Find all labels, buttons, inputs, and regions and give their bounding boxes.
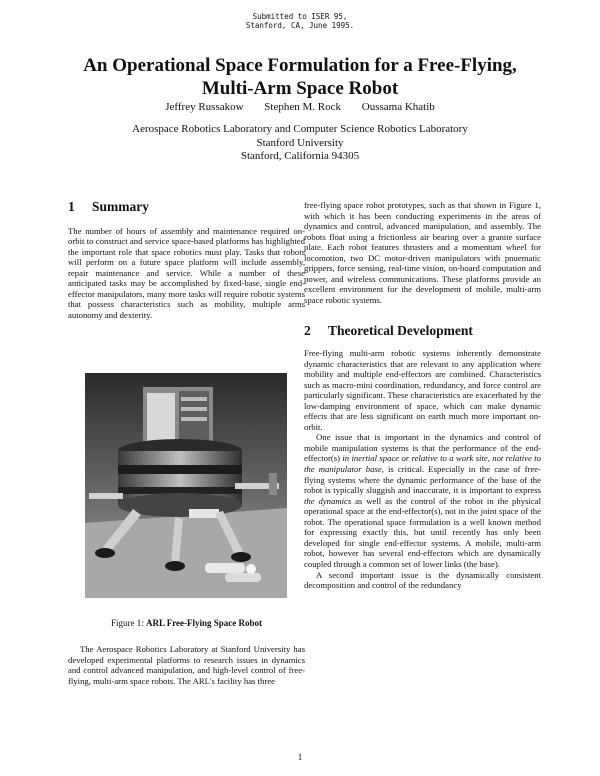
- author-name: Stephen M. Rock: [264, 101, 341, 113]
- affiliation-address: Stanford, California 94305: [240, 150, 360, 162]
- author-list: [0, 101, 600, 113]
- arl-paragraph-continued: free-flying space robot prototypes, such as that shown in Figure 1, with which it has been conducting experiments in the areas of dynamics and control, advanced manipulation, and assembly. The robots float using a frictionless air bearing over a granite surface plate. Each robot features thrusters and a momentum wheel for locomotion, two DC motor-driven manipulators with pnuematic grippers, force sensing, real-time vision, on-board computation and power, and wireless communications. These platforms provide an excellent environment for the development of mobile, multi-arm space robotic systems.: [304, 200, 541, 305]
- section-title: Theoretical Development: [328, 323, 473, 339]
- affiliation-university: Stanford University: [256, 136, 344, 149]
- text-run: , is critical. Especially in the case of free-flying systems where the dynamic performance of the base of the robot is typically sluggish and inaccurate, it is important to express: [304, 464, 541, 496]
- section-summary: [68, 199, 305, 320]
- figure-caption: [68, 618, 305, 628]
- section-title: Summary: [92, 199, 149, 214]
- summary-continued: [68, 644, 305, 686]
- title-line-2: Multi-Arm Space Robot: [201, 78, 399, 99]
- figure-title: ARL Free-Flying Space Robot: [145, 618, 263, 628]
- section-heading: [68, 199, 305, 214]
- submission-location-date: Stanford, CA, June 1995.: [245, 21, 355, 30]
- theory-paragraph: Free-flying multi-arm robotic systems inherently demonstrate dynamic characteristics that are relevant to any application where mobility and multiple end-effectors are combined. Characteristics such as macro-mini coordination, redundancy, and force control are particularly significant. These characteristics are exacerbated by the low-damping environment of space, which can make dynamic effects that are less significant on earth much more important on-orbit.: [304, 348, 541, 432]
- submission-venue: Submitted to ISER 95,: [252, 12, 348, 21]
- affiliation-lab: Aerospace Robotics Laboratory and Computer Science Robotics Laboratory: [132, 123, 468, 135]
- affiliation: [0, 123, 600, 164]
- summary-paragraph: The number of hours of assembly and maintenance required on-orbit to construct and service space-based platforms has highlighted the important role that space robotics must play. Tasks that robots will perform on a future space platform will include assembly, repair maintenance and service. While a number of these anticipated tasks may be accomplished by fixed-base, single end-effector manipulators, many more tasks will require robotic systems that possess characteristics such as mobility, multiple arms autonomy and dexterity.: [68, 225, 305, 320]
- emphasis-text: the dynamics: [304, 495, 352, 506]
- arl-paragraph: The Aerospace Robotics Laboratory at Stanford University has developed experimental platforms to research issues in dynamics and control advanced manipulation, and high-level control of free-flying, multi-arm space robots. The ARL's facility has three: [68, 644, 305, 686]
- author-name: Jeffrey Russakow: [165, 101, 244, 113]
- section-number: 1: [68, 199, 75, 214]
- emphasis-text: in inertial space or relative to a work site, not relative to the manipulator base: [304, 453, 541, 475]
- operational-space-paragraph: [304, 432, 541, 569]
- text-run: as well as the control of the robot in the physical operational space at the end-effector(s), not in the joint space of the robot. The operational space formulation is a well known method for expressing exactly this, but until recently has only been developed for single end-effector systems. A mobile, multi-arm robot, however has several end-effectors which are dynamically coupled through a common set of lower links (the base).: [304, 495, 541, 569]
- paper-title: [0, 54, 600, 100]
- redundancy-paragraph: A second important issue is the dynamically consistent decomposition and control of the redundancy: [304, 569, 541, 591]
- submission-note: [0, 12, 600, 30]
- title-line-1: An Operational Space Formulation for a Free-Flying,: [83, 55, 517, 76]
- right-column: [304, 200, 541, 591]
- robot-photo: [85, 373, 287, 598]
- section-heading: [304, 323, 541, 339]
- figure-label: Figure 1:: [110, 618, 144, 628]
- page-number: 1: [297, 752, 303, 762]
- section-number: 2: [304, 323, 311, 339]
- text-run: One issue that is important in the dynamics and control of mobile manipulation systems is that the performance of the end-effector(s): [304, 432, 541, 464]
- author-name: Oussama Khatib: [361, 101, 435, 113]
